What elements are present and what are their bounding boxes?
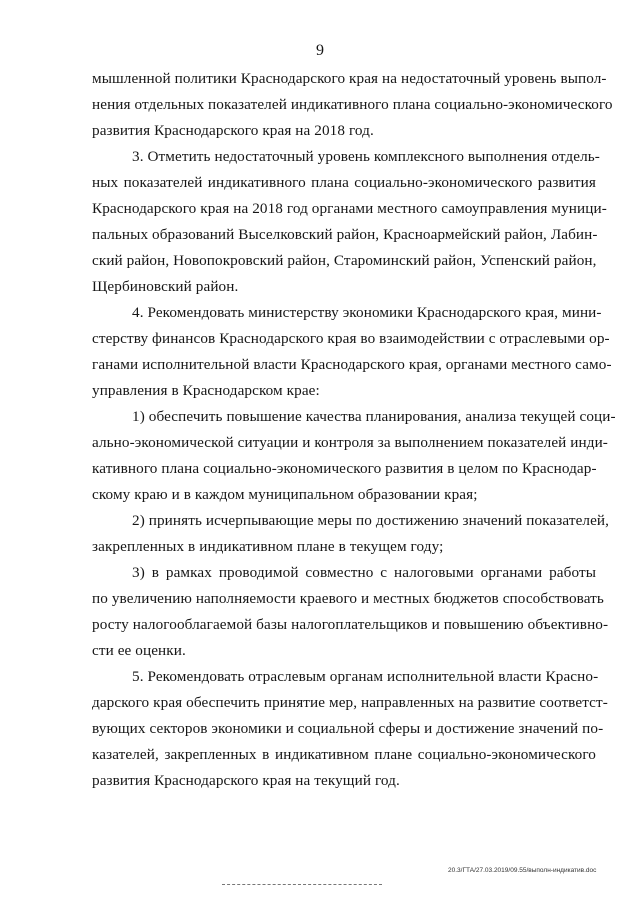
text-line: сти ее оценки. (92, 642, 186, 659)
paragraph-item-3 (92, 144, 607, 300)
text-line: ский район, Новопокровский район, Староминский район, Успенский район, (92, 252, 597, 269)
text-line: Краснодарского края на 2018 год органами местного самоуправления муници- (92, 200, 607, 217)
paragraph-subitem-2 (92, 508, 610, 560)
text-line: казателей, закрепленных в индикативном плане социально-экономического (92, 746, 596, 763)
text-line: 5. Рекомендовать отраслевым органам исполнительной власти Красно- (132, 668, 599, 685)
paragraph-subitem-1 (92, 404, 616, 508)
text-line: 4. Рекомендовать министерству экономики Краснодарского края, мини- (132, 304, 602, 321)
text-line: ных показателей индикативного плана социально-экономического развития (92, 174, 596, 191)
text-line: скому краю и в каждом муниципальном образовании края; (92, 486, 478, 503)
text-line: закрепленных в индикативном плане в текущем году; (92, 538, 444, 555)
text-line: нения отдельных показателей индикативного плана социально-экономического (92, 96, 613, 113)
paragraph-item-5 (92, 664, 608, 794)
file-path-stamp: 20.3/ГТА/27.03.2019/09.55/выполн-индикатив.doc (448, 867, 597, 874)
text-line: ганами исполнительной власти Краснодарского края, органами местного само- (92, 356, 612, 373)
text-line: по увеличению наполняемости краевого и местных бюджетов способствовать (92, 590, 604, 607)
text-line: мышленной политики Краснодарского края на недостаточный уровень выпол- (92, 70, 607, 87)
text-line: развития Краснодарского края на текущий год. (92, 772, 400, 789)
text-line: росту налогооблагаемой базы налогоплательщиков и повышению объективно- (92, 616, 609, 633)
footer-divider (222, 884, 382, 885)
paragraph-subitem-3 (92, 560, 609, 664)
document-body (92, 66, 616, 794)
text-line: развития Краснодарского края на 2018 год. (92, 122, 374, 139)
page-number: 9 (316, 42, 324, 59)
paragraph-item-4 (92, 300, 612, 404)
text-line: Щербиновский район. (92, 278, 239, 295)
text-line: 1) обеспечить повышение качества планирования, анализа текущей соци- (132, 408, 616, 425)
text-line: дарского края обеспечить принятие мер, направленных на развитие соответст- (92, 694, 608, 711)
text-line: кативного плана социально-экономического развития в целом по Краснодар- (92, 460, 597, 477)
text-line: вующих секторов экономики и социальной сферы и достижение значений по- (92, 720, 604, 737)
text-line: пальных образований Выселковский район, Красноармейский район, Лабин- (92, 226, 598, 243)
text-line: 3) в рамках проводимой совместно с налоговыми органами работы (132, 564, 596, 581)
text-line: управления в Краснодарском крае: (92, 382, 320, 399)
text-line: 3. Отметить недостаточный уровень комплексного выполнения отдель- (132, 148, 600, 165)
text-line: ально-экономической ситуации и контроля за выполнением показателей инди- (92, 434, 608, 451)
text-line: стерству финансов Краснодарского края во взаимодействии с отраслевыми ор- (92, 330, 610, 347)
text-line: 2) принять исчерпывающие меры по достижению значений показателей, (132, 512, 610, 529)
paragraph-continuation (92, 66, 613, 144)
